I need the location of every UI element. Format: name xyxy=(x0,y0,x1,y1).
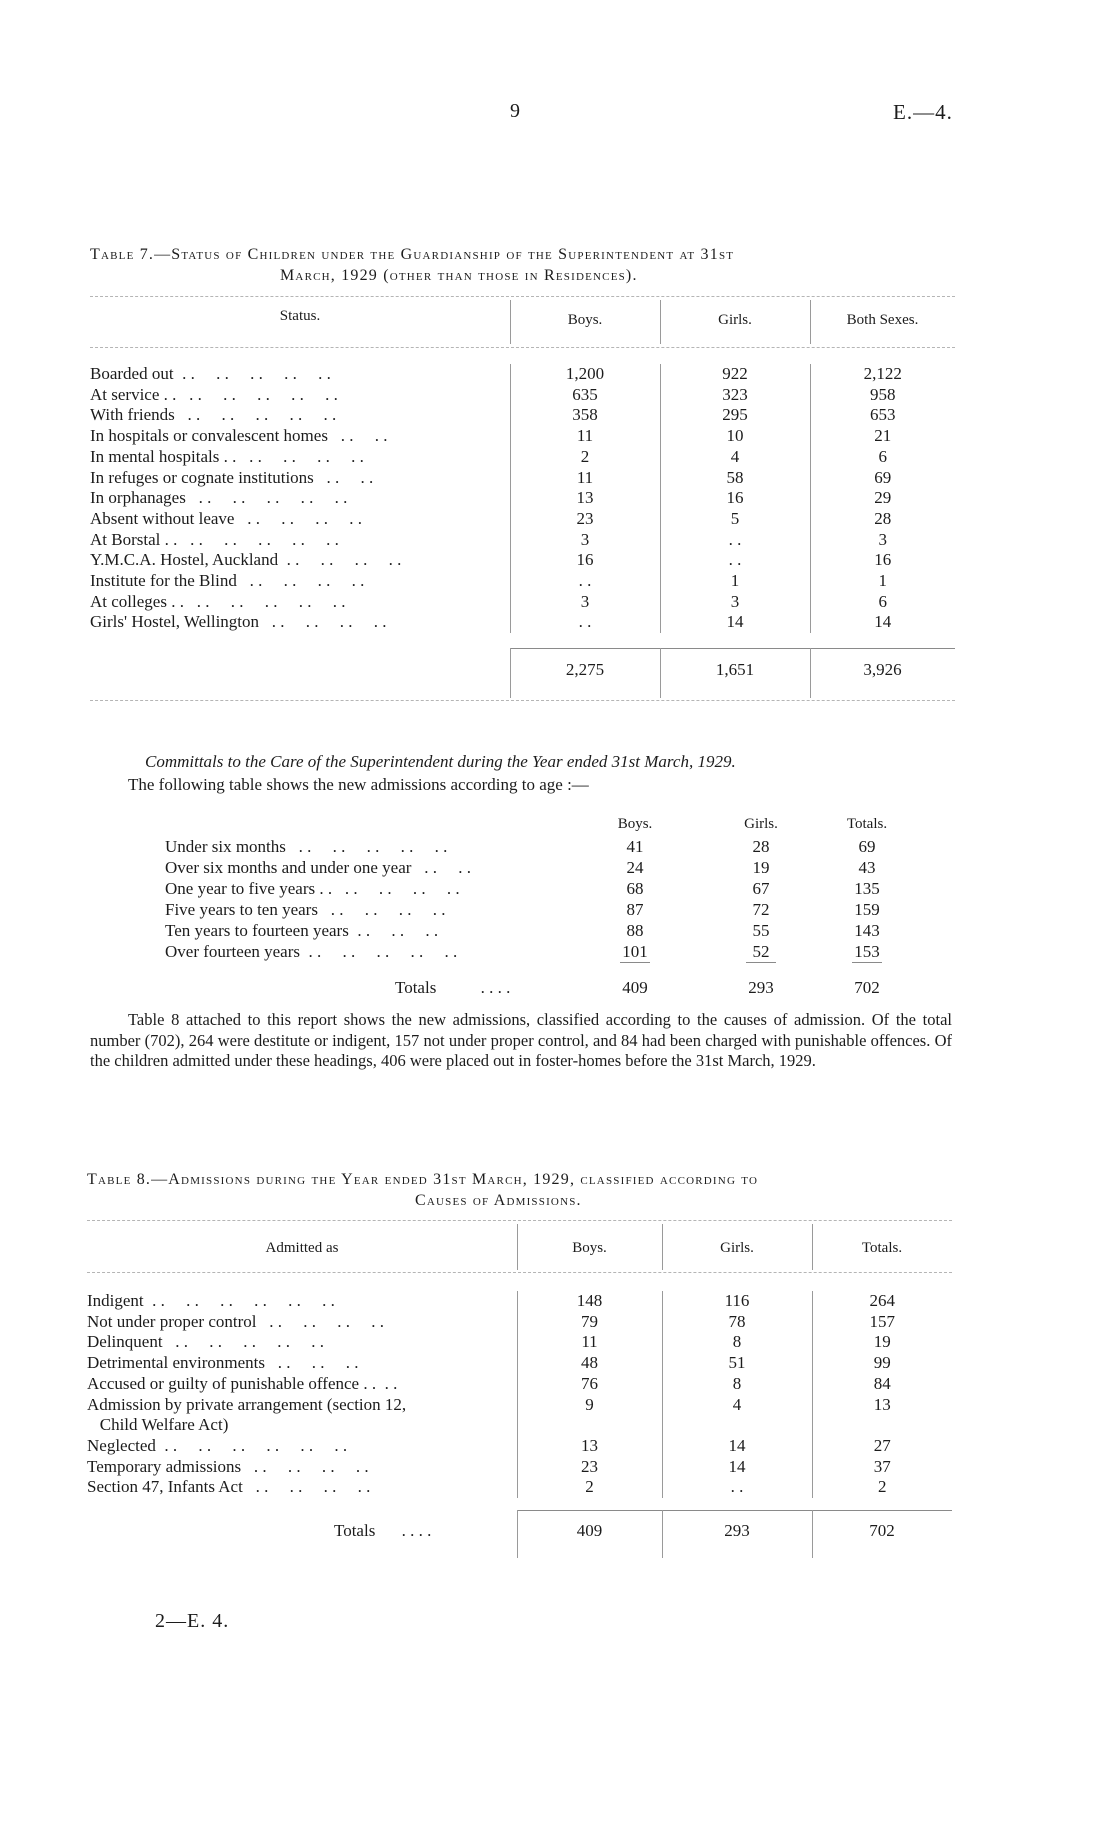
table8-row-girls: 116 xyxy=(662,1291,812,1312)
table7-row xyxy=(90,612,955,633)
table8-caption-line1: Table 8.—Admissions during the Year ended 31st March, 1929, classified according to xyxy=(87,1171,759,1188)
table7-row-both: 69 xyxy=(810,468,955,489)
table8-row-boys: 11 xyxy=(517,1332,662,1353)
table7-row-both: 653 xyxy=(810,405,955,426)
table8-row-leader: . . . . . . . . . . xyxy=(162,1332,325,1352)
table8-row-label-cell xyxy=(87,1436,517,1457)
table7-row-both: 6 xyxy=(810,447,955,468)
table7-row-label: At service . . xyxy=(90,384,177,404)
table8-row xyxy=(87,1457,952,1478)
table7-row-boys: 23 xyxy=(510,509,660,530)
table7-row xyxy=(90,488,955,509)
table7-row-girls: 295 xyxy=(660,405,810,426)
table7-row-label-cell xyxy=(90,612,510,633)
table7-row-both: 14 xyxy=(810,612,955,633)
table8-total-girls: 293 xyxy=(724,1521,750,1540)
table7-caption-line1: Table 7.—Status of Children under the Guardianship of the Superintendent at 31st xyxy=(90,246,735,263)
table8-row-totals: 157 xyxy=(812,1312,952,1333)
age-row-label xyxy=(165,837,447,857)
table7-row-girls: 10 xyxy=(660,426,810,447)
table8-body xyxy=(87,1291,952,1498)
table7-row-boys: 1,200 xyxy=(510,364,660,385)
table7-row-label-cell xyxy=(90,385,510,406)
table8-row-label: Neglected xyxy=(87,1435,156,1455)
table7-total-boys: 2,275 xyxy=(565,660,605,679)
table7-row-girls: 5 xyxy=(660,509,810,530)
table7-row-label: In orphanages xyxy=(90,488,186,508)
table8-row-label-cell xyxy=(87,1477,517,1498)
document-reference: E.—4. xyxy=(893,100,953,124)
age-row-label-text: One year to five years . . xyxy=(165,879,333,898)
age-row-totals: 143 xyxy=(854,921,880,940)
table7-row-girls: 58 xyxy=(660,468,810,489)
table7-row xyxy=(90,592,955,613)
table8-header-boys: Boys. xyxy=(572,1240,607,1256)
table8-row-boys: 23 xyxy=(517,1457,662,1478)
table8-row-label: Detrimental environments xyxy=(87,1353,265,1373)
table7-row-leader: . . . . . . . . xyxy=(278,550,402,570)
causes-paragraph: Table 8 attached to this report shows the new admissions, classified according to the causes of admission. Of the total number (702), 264 were destitute or indigent, 157 not under proper control, and 84 had been charged with punishable offences. Of the children admitted under these headings, 406 were placed out in foster-homes before the 31st March, 1929. xyxy=(90,1010,952,1070)
age-header-boys: Boys. xyxy=(617,816,653,832)
table8-row-leader: . . . . . . . . xyxy=(256,1311,384,1331)
table8-row-totals: 13 xyxy=(812,1395,952,1416)
table8-row-totals: 99 xyxy=(812,1353,952,1374)
table7-row-label: In mental hospitals . . xyxy=(90,446,237,466)
table8-row-leader: . . . . . . . . . . . . xyxy=(143,1291,335,1310)
table7-row-both: 29 xyxy=(810,488,955,509)
age-row-label-text: Five years to ten years xyxy=(165,900,318,919)
table7-row xyxy=(90,447,955,468)
table7-row xyxy=(90,405,955,426)
table7-row-boys: 358 xyxy=(510,405,660,426)
table7-header-boys: Boys. xyxy=(567,312,603,328)
age-row xyxy=(165,921,925,941)
table8-row-label-cell xyxy=(87,1332,517,1353)
table7-row-leader: . . . . . . . . xyxy=(259,612,387,632)
table7-caption-line2: March, 1929 (other than those in Residences). xyxy=(280,267,638,284)
table7-row xyxy=(90,530,955,551)
table8-row xyxy=(87,1291,952,1312)
age-row-totals: 43 xyxy=(858,858,876,877)
table7-row-label: In refuges or cognate institutions xyxy=(90,467,314,487)
table7-row-both: 2,122 xyxy=(810,364,955,385)
age-total-totals: 702 xyxy=(854,978,880,997)
age-row xyxy=(165,900,925,920)
table8-row-boys: 13 xyxy=(517,1436,662,1457)
table8-row xyxy=(87,1332,952,1353)
table7-caption xyxy=(90,244,950,286)
table8-row-girls: . . xyxy=(662,1477,812,1498)
table7-row-boys: . . xyxy=(510,612,660,633)
table7-row-label-cell xyxy=(90,426,510,447)
age-row xyxy=(165,858,925,878)
table8-row-girls xyxy=(662,1415,812,1436)
table7-row xyxy=(90,426,955,447)
table8-row xyxy=(87,1353,952,1374)
table7-row-both: 958 xyxy=(810,385,955,406)
table8-row-totals: 27 xyxy=(812,1436,952,1457)
age-row-label xyxy=(165,921,438,941)
table7-row-label: Absent without leave xyxy=(90,508,235,528)
table7-row-leader: . . . . . . . . . . xyxy=(174,405,337,425)
table8-row-leader: . . . . . . xyxy=(264,1353,359,1373)
table7-row-leader: . . . . . . . . xyxy=(234,508,362,528)
table7-row-boys: 635 xyxy=(510,385,660,406)
table8-row-label: Not under proper control xyxy=(87,1311,257,1331)
table8-row-label-cell xyxy=(87,1374,517,1395)
age-row-totals: 135 xyxy=(854,879,880,898)
age-row-totals: 159 xyxy=(854,900,880,919)
table8-totals-leader: . . . . xyxy=(401,1521,432,1540)
table8-row-leader: . . . . . . . . . . . . xyxy=(155,1435,348,1455)
table8-row-label-cell xyxy=(87,1312,517,1333)
age-row-label-text: Over six months and under one year xyxy=(165,858,412,877)
table8-row-boys: 148 xyxy=(517,1291,662,1312)
page-number: 9 xyxy=(510,100,520,122)
table7-row xyxy=(90,468,955,489)
age-row xyxy=(165,879,925,899)
table8-row-label: Temporary admissions xyxy=(87,1456,242,1476)
table8-row-totals: 37 xyxy=(812,1457,952,1478)
table8-row-label: Delinquent xyxy=(87,1332,163,1352)
age-row-leader: . . . . . . . . . . xyxy=(285,837,448,856)
table7-row xyxy=(90,364,955,385)
table8-row-totals xyxy=(812,1415,952,1436)
age-row-label xyxy=(165,942,457,962)
age-row-girls: 19 xyxy=(752,858,770,877)
table7-row-leader: . . . . . . . . . . xyxy=(177,529,339,549)
age-row-totals: 69 xyxy=(858,837,876,856)
table7-row-label-cell xyxy=(90,509,510,530)
table8-row-girls: 78 xyxy=(662,1312,812,1333)
table7-row-leader: . . . . . . . . . . xyxy=(176,384,338,404)
age-row-leader: . . . . . . . . xyxy=(317,900,446,919)
table7-row xyxy=(90,571,955,592)
table7-row-girls: 922 xyxy=(660,364,810,385)
table8-row xyxy=(87,1312,952,1333)
table7-row-girls: 14 xyxy=(660,612,810,633)
table8-row-girls: 8 xyxy=(662,1332,812,1353)
table8-row-boys: 9 xyxy=(517,1395,662,1416)
table8-row-label-cell xyxy=(87,1395,517,1416)
age-row-label xyxy=(165,858,471,878)
table7-row xyxy=(90,550,955,571)
table7-row-label: With friends xyxy=(90,405,175,425)
table7-header-status: Status. xyxy=(279,308,321,324)
table7-row xyxy=(90,385,955,406)
table7-row-girls: 3 xyxy=(660,592,810,613)
age-total-boys: 409 xyxy=(622,978,648,997)
table8-row-boys: 48 xyxy=(517,1353,662,1374)
table8-header-girls: Girls. xyxy=(720,1240,754,1256)
table8-total-totals: 702 xyxy=(869,1521,895,1540)
table7-row-label: At Borstal . . xyxy=(90,529,178,549)
table7-row-leader: . . . . . . . . xyxy=(236,571,365,591)
table7-row-both: 16 xyxy=(810,550,955,571)
table8-row-label-cell xyxy=(87,1415,517,1436)
committals-heading: Committals to the Care of the Superintendent during the Year ended 31st March, 1929. xyxy=(145,752,736,771)
table8-row-label: Accused or guilty of punishable offence . . xyxy=(87,1373,377,1393)
table8-row-totals: 84 xyxy=(812,1374,952,1395)
age-row-girls: 55 xyxy=(752,921,770,940)
committals-intro: The following table shows the new admissions according to age :— xyxy=(128,775,589,794)
table7-row-label-cell xyxy=(90,468,510,489)
age-row-girls: 52 xyxy=(752,942,770,961)
table7-row-leader: . . . . xyxy=(313,467,374,487)
table7-total-both: 3,926 xyxy=(863,660,902,679)
age-row-boys: 88 xyxy=(626,921,644,940)
table8-row xyxy=(87,1374,952,1395)
age-totals-row xyxy=(395,978,510,998)
table8-totals-row xyxy=(334,1521,431,1541)
table7-row-boys: 2 xyxy=(510,447,660,468)
table7-row-label-cell xyxy=(90,571,510,592)
age-row-boys: 101 xyxy=(622,942,648,961)
table8-caption-line2: Causes of Admissions. xyxy=(415,1192,582,1209)
table7-row-leader: . . . . . . . . . . xyxy=(183,591,346,611)
table8-row-leader: . . xyxy=(376,1373,398,1393)
table7-row-both: 6 xyxy=(810,592,955,613)
table8-row-boys: 2 xyxy=(517,1477,662,1498)
table7-row-girls: 323 xyxy=(660,385,810,406)
table8-row-label: Section 47, Infants Act xyxy=(87,1477,243,1497)
table8-row-boys: 76 xyxy=(517,1374,662,1395)
table7-row-girls: 16 xyxy=(660,488,810,509)
age-row xyxy=(165,837,925,857)
table7-row-boys: 11 xyxy=(510,426,660,447)
age-header-girls: Girls. xyxy=(744,816,778,832)
age-row-boys: 68 xyxy=(626,879,644,898)
age-row xyxy=(165,942,925,962)
table7-row-boys: 16 xyxy=(510,550,660,571)
table8-caption xyxy=(87,1169,952,1211)
table8-row-girls: 51 xyxy=(662,1353,812,1374)
table7-row-girls: 1 xyxy=(660,571,810,592)
table7-row-boys: . . xyxy=(510,571,660,592)
table7-row-label: Institute for the Blind xyxy=(90,571,237,591)
table7-row-both: 28 xyxy=(810,509,955,530)
age-row-girls: 72 xyxy=(752,900,770,919)
table7-row-label: Y.M.C.A. Hostel, Auckland xyxy=(90,550,279,570)
table7-row-leader: . . . . . . . . xyxy=(236,446,364,466)
age-row-totals: 153 xyxy=(854,942,880,961)
table8-row-girls: 4 xyxy=(662,1395,812,1416)
age-row-label-text: Ten years to fourteen years xyxy=(165,921,349,940)
table8-row-boys xyxy=(517,1415,662,1436)
table7-row-both: 1 xyxy=(810,571,955,592)
footer-signature: 2—E. 4. xyxy=(155,1610,230,1632)
table7-header-both: Both Sexes. xyxy=(846,312,919,328)
table7-row-boys: 13 xyxy=(510,488,660,509)
table8-row xyxy=(87,1395,952,1416)
age-row-label xyxy=(165,879,460,899)
table7-row-both: 3 xyxy=(810,530,955,551)
table7-row-label-cell xyxy=(90,447,510,468)
table7-row-girls: 4 xyxy=(660,447,810,468)
age-row-leader: . . . . . . . . . . xyxy=(300,942,458,961)
table7-row-girls: . . xyxy=(660,550,810,571)
age-totals-leader: . . . . xyxy=(480,978,511,997)
table7-row-label-cell xyxy=(90,488,510,509)
table8-total-boys: 409 xyxy=(576,1521,603,1540)
age-row-leader: . . . . . . . . xyxy=(332,879,460,898)
table8-row-boys: 79 xyxy=(517,1312,662,1333)
age-row-boys: 24 xyxy=(626,858,644,877)
age-total-girls: 293 xyxy=(748,978,774,997)
table7-row-label-cell xyxy=(90,530,510,551)
table7-row-boys: 3 xyxy=(510,592,660,613)
table7-row-label-cell xyxy=(90,592,510,613)
table8-header-totals: Totals. xyxy=(861,1240,903,1256)
table8-row-totals: 19 xyxy=(812,1332,952,1353)
table7-row-leader: . . . . . . . . . . xyxy=(173,364,331,383)
age-row-girls: 28 xyxy=(752,837,770,856)
table7-row xyxy=(90,509,955,530)
table7-row-label: Girls' Hostel, Wellington xyxy=(90,612,260,632)
age-row-label xyxy=(165,900,445,920)
table7-row-label: At colleges . . xyxy=(90,591,184,611)
table8-row xyxy=(87,1436,952,1457)
table7-row-label-cell xyxy=(90,550,510,571)
age-header-totals: Totals. xyxy=(846,816,888,832)
age-row-label-text: Over fourteen years xyxy=(165,942,300,961)
age-row-boys: 41 xyxy=(626,837,644,856)
table8-row-label: Admission by private arrangement (section 12, xyxy=(87,1394,407,1414)
table7-row-label: In hospitals or convalescent homes xyxy=(90,426,328,446)
table8-totals-label: Totals xyxy=(334,1521,376,1540)
table8-row xyxy=(87,1477,952,1498)
table7-row-both: 21 xyxy=(810,426,955,447)
table7-row-boys: 3 xyxy=(510,530,660,551)
table8-row-label-cell xyxy=(87,1291,517,1312)
table7-row-girls: . . xyxy=(660,530,810,551)
table8-row-label: Indigent xyxy=(87,1291,144,1310)
age-row-girls: 67 xyxy=(752,879,770,898)
table8-row-label: Child Welfare Act) xyxy=(87,1415,229,1435)
table8-row-totals: 2 xyxy=(812,1477,952,1498)
age-row-boys: 87 xyxy=(626,900,644,919)
table8-row-totals: 264 xyxy=(812,1291,952,1312)
age-row-leader: . . . . . . xyxy=(348,921,439,940)
table7-header-girls: Girls. xyxy=(718,312,752,328)
table8-row-girls: 14 xyxy=(662,1436,812,1457)
table7-row-label: Boarded out xyxy=(90,364,174,383)
table8-row-label-cell xyxy=(87,1353,517,1374)
table8-row-girls: 14 xyxy=(662,1457,812,1478)
table8-row-leader: . . . . . . . . xyxy=(241,1456,369,1476)
table7-body xyxy=(90,364,955,633)
table7-row-leader: . . . . . . . . . . xyxy=(185,488,348,508)
table8-row xyxy=(87,1415,952,1436)
table8-header-admitted: Admitted as xyxy=(265,1240,339,1256)
table8-row-leader: . . . . . . . . xyxy=(242,1477,371,1497)
table8-row-label-cell xyxy=(87,1457,517,1478)
table7-row-label-cell xyxy=(90,364,510,385)
table8-row-girls: 8 xyxy=(662,1374,812,1395)
age-totals-label: Totals xyxy=(395,978,437,997)
table7-total-girls: 1,651 xyxy=(715,660,755,679)
table7-row-leader: . . . . xyxy=(327,426,388,446)
table7-row-label-cell xyxy=(90,405,510,426)
table7-row-boys: 11 xyxy=(510,468,660,489)
age-row-leader: . . . . xyxy=(411,858,471,877)
age-row-label-text: Under six months xyxy=(165,837,286,856)
